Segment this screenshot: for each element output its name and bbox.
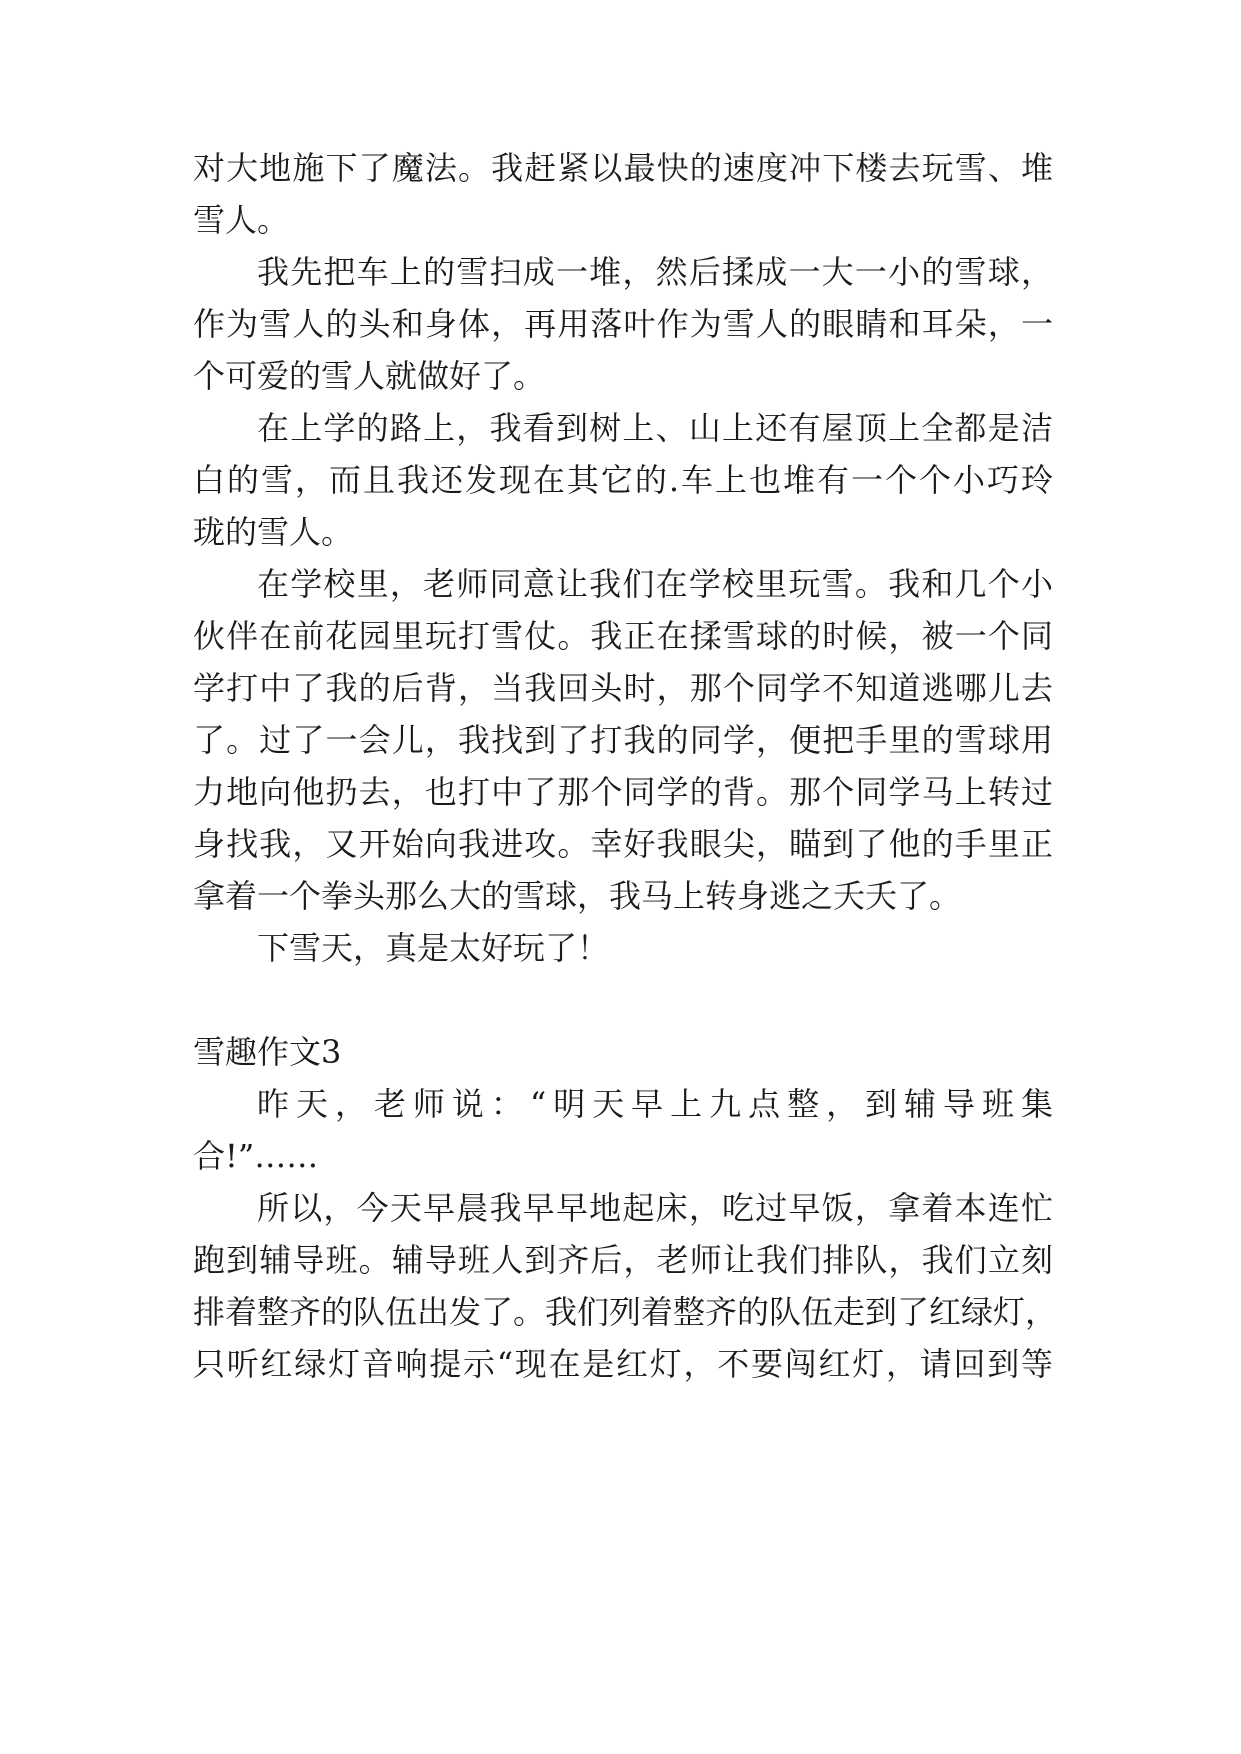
paragraph-line: 拿着一个拳头那么大的雪球，我马上转身逃之夭夭了。	[193, 877, 962, 915]
paragraph-line: 了。过了一会儿，我找到了打我的同学，便把手里的雪球用	[193, 721, 1053, 759]
paragraph-line: 个可爱的雪人就做好了。	[193, 357, 546, 395]
section-heading: 雪趣作文3	[193, 1033, 342, 1071]
paragraph-line: 伙伴在前花园里玩打雪仗。我正在揉雪球的时候，被一个同	[193, 617, 1053, 655]
paragraph-line: 跑到辅导班。辅导班人到齐后，老师让我们排队，我们立刻	[193, 1241, 1053, 1279]
paragraph-line: 下雪天，真是太好玩了！	[257, 929, 610, 967]
paragraph-line: 昨天，老师说：“明天早上九点整，到辅导班集	[257, 1085, 1053, 1123]
paragraph-line: 合!”……	[193, 1137, 319, 1175]
paragraph-line: 我先把车上的雪扫成一堆，然后揉成一大一小的雪球，	[257, 253, 1053, 291]
paragraph-line: 对大地施下了魔法。我赶紧以最快的速度冲下楼去玩雪、堆	[193, 149, 1053, 187]
paragraph-line: 在上学的路上，我看到树上、山上还有屋顶上全都是洁	[257, 409, 1053, 447]
paragraph-line: 学打中了我的后背，当我回头时，那个同学不知道逃哪儿去	[193, 669, 1053, 707]
paragraph-line: 白的雪，而且我还发现在其它的.车上也堆有一个个小巧玲	[193, 461, 1053, 499]
paragraph-line: 只听红绿灯音响提示“现在是红灯，不要闯红灯，请回到等	[193, 1345, 1053, 1383]
paragraph-line: 所以，今天早晨我早早地起床，吃过早饭，拿着本连忙	[257, 1189, 1053, 1227]
paragraph-line: 雪人。	[193, 201, 290, 239]
paragraph-line: 在学校里，老师同意让我们在学校里玩雪。我和几个小	[257, 565, 1053, 603]
paragraph-line: 身找我，又开始向我进攻。幸好我眼尖，瞄到了他的手里正	[193, 825, 1053, 863]
paragraph-line: 力地向他扔去，也打中了那个同学的背。那个同学马上转过	[193, 773, 1053, 811]
paragraph-line: 珑的雪人。	[193, 513, 354, 551]
paragraph-line: 作为雪人的头和身体，再用落叶作为雪人的眼睛和耳朵，一	[193, 305, 1053, 343]
paragraph-line: 排着整齐的队伍出发了。我们列着整齐的队伍走到了红绿灯，	[193, 1293, 1058, 1331]
